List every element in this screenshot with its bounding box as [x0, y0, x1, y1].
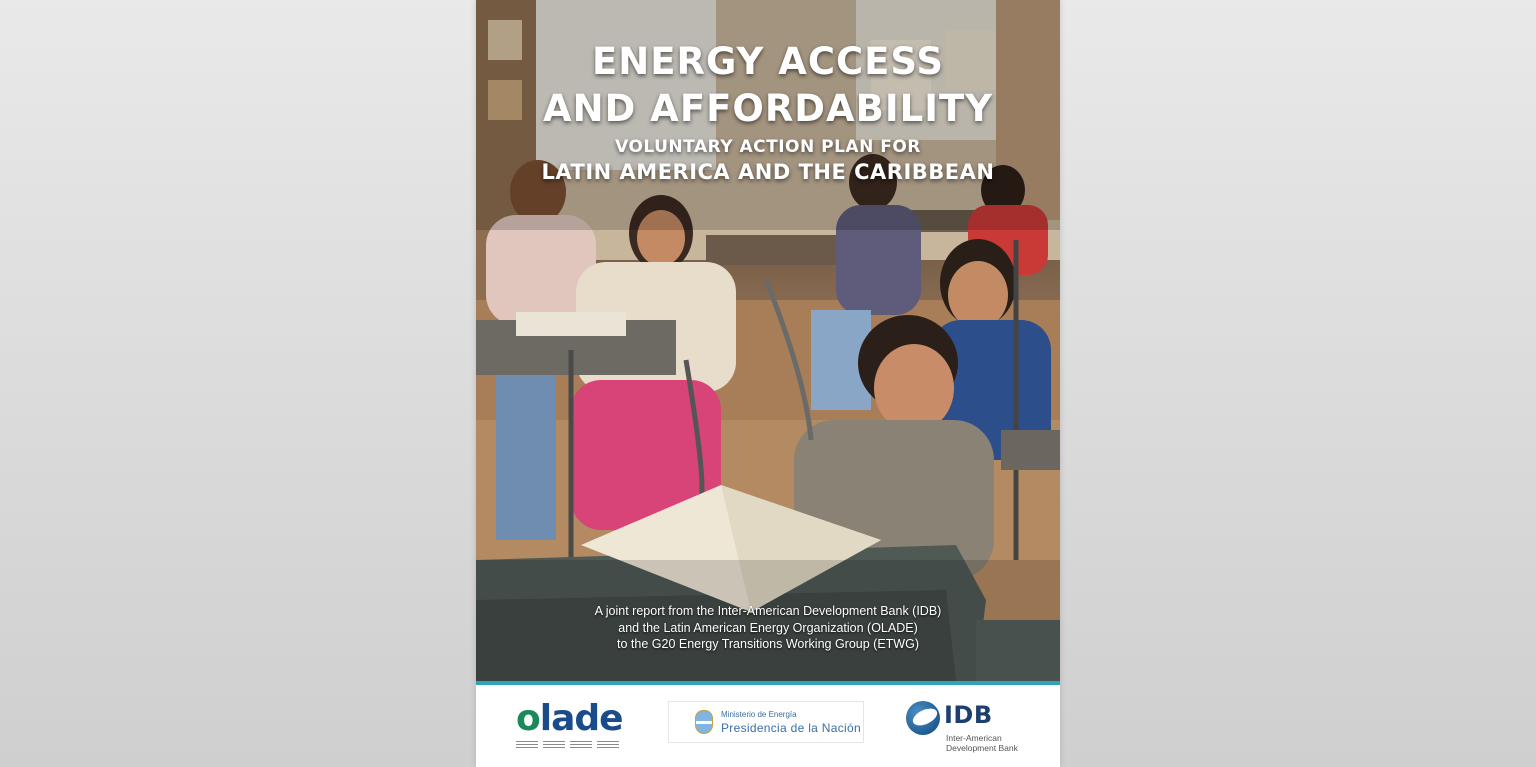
- olade-wordmark-o: o: [516, 698, 540, 739]
- cover-subtitle-2: LATIN AMERICA AND THE CARIBBEAN: [541, 160, 995, 184]
- ministerio-name: Ministerio de Energía: [721, 710, 797, 719]
- idb-logo: [906, 699, 1036, 759]
- joint-report-line-1: A joint report from the Inter-American Development Bank (IDB): [594, 604, 942, 618]
- idb-fullname-line-1: Inter-American: [946, 733, 1002, 743]
- cover-title-block: [476, 38, 1060, 186]
- joint-report-line-3: to the G20 Energy Transitions Working Group (ETWG): [617, 637, 919, 651]
- idb-fullname-line-2: Development Bank: [946, 743, 1018, 753]
- idb-globe-icon: [906, 701, 940, 735]
- cover-subtitle-1: VOLUNTARY ACTION PLAN FOR: [615, 137, 921, 157]
- joint-report-line-2: and the Latin American Energy Organization (OLADE): [618, 620, 918, 635]
- idb-fullname: [946, 733, 1018, 753]
- presidencia-name: Presidencia de la Nación: [721, 721, 861, 735]
- olade-logo: [516, 699, 636, 759]
- joint-report-statement: [476, 603, 1060, 653]
- olade-subtext: [516, 741, 636, 750]
- classroom-photo: [476, 0, 1060, 681]
- cover-title-line-2: AND AFFORDABILITY: [542, 87, 993, 130]
- olade-wordmark: [516, 699, 636, 739]
- ministerio-energia-logo: [668, 701, 864, 743]
- cover-title-line-1: ENERGY ACCESS: [591, 40, 945, 83]
- idb-wordmark: IDB: [944, 701, 993, 729]
- olade-wordmark-rest: lade: [539, 698, 623, 739]
- argentina-emblem-icon: [695, 710, 713, 734]
- logo-bar: [476, 685, 1060, 767]
- report-cover: [476, 0, 1060, 767]
